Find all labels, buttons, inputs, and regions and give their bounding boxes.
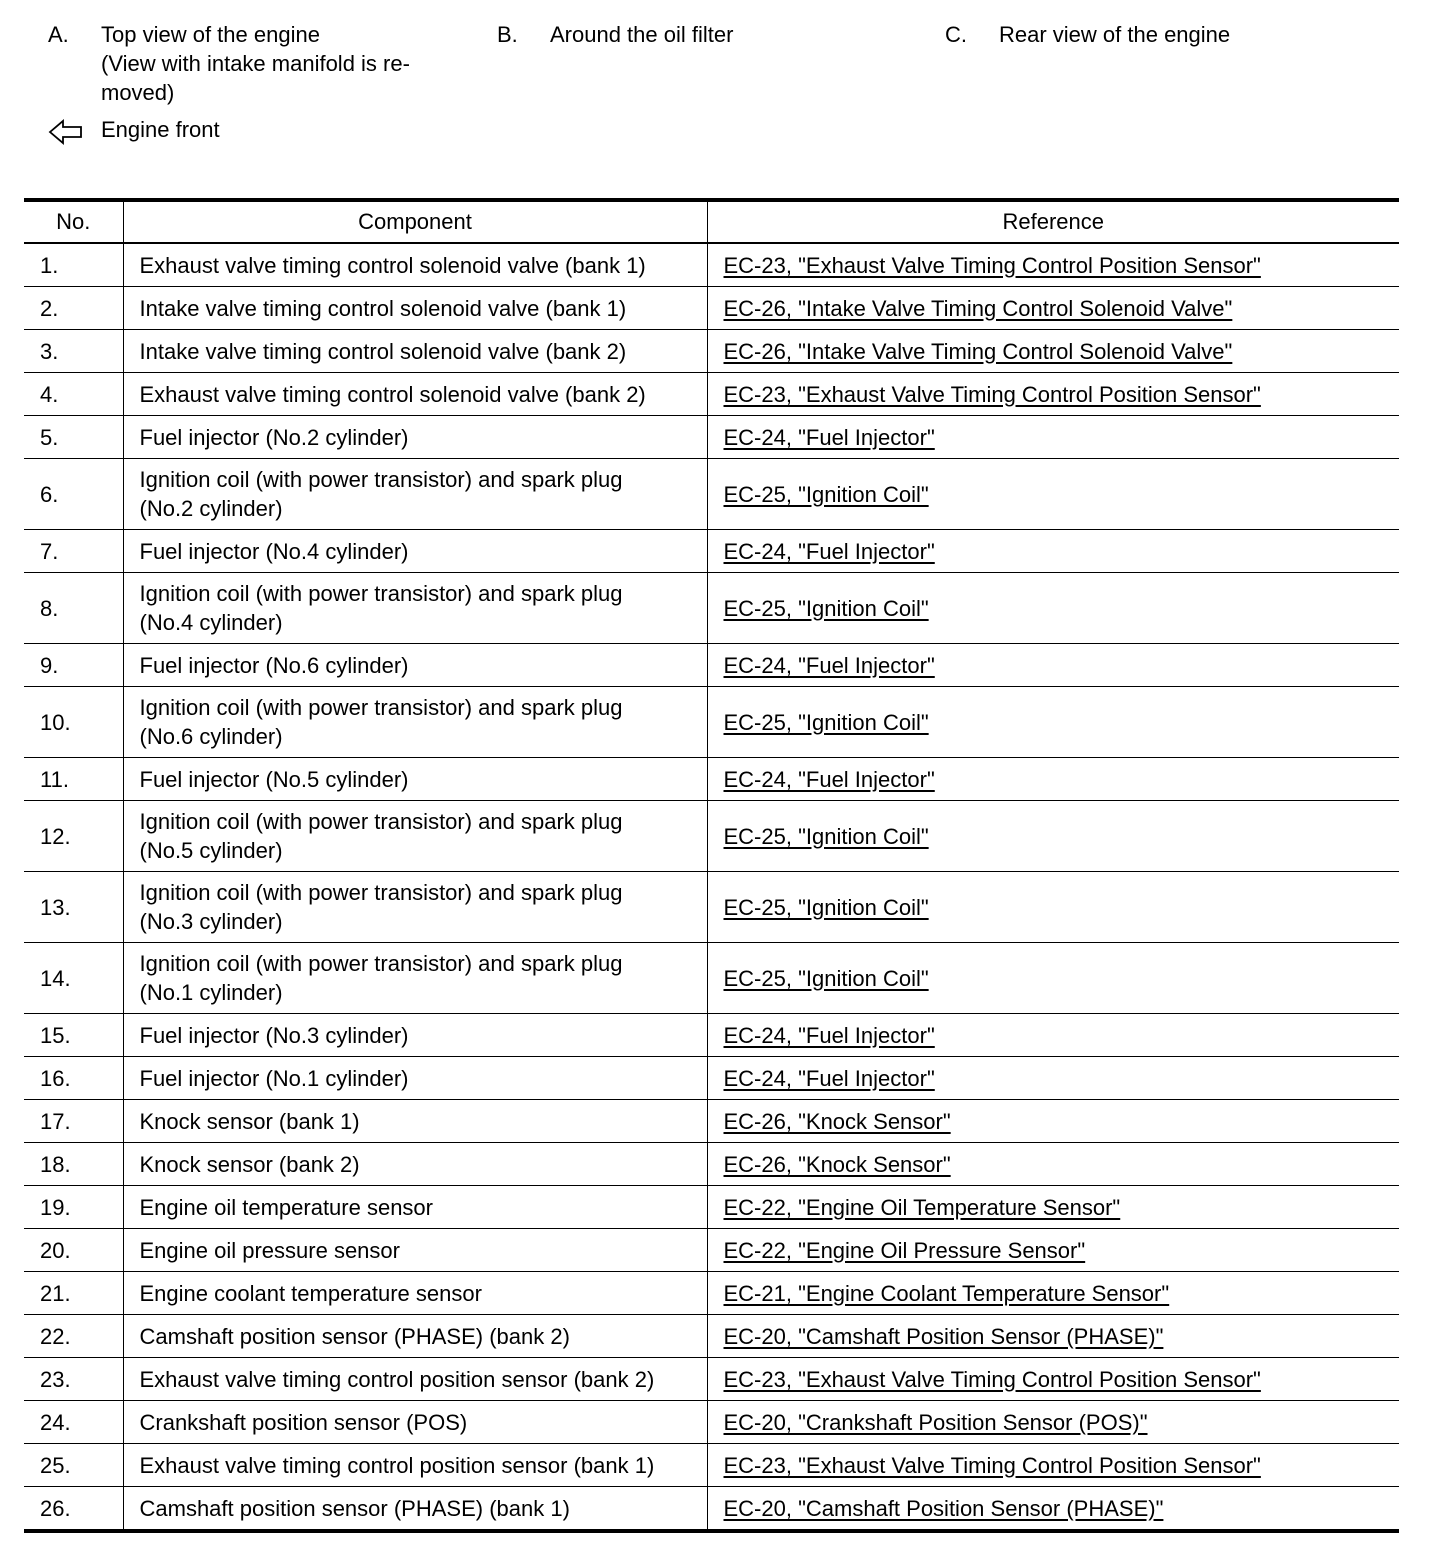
reference-link[interactable]: EC-22, "Engine Oil Pressure Sensor" — [723, 1237, 1086, 1263]
table-row — [24, 943, 1399, 1014]
reference-link[interactable]: EC-21, "Engine Coolant Temperature Sensor" — [723, 1280, 1170, 1306]
legend — [0, 0, 1440, 190]
row-reference-cell — [707, 1315, 1399, 1358]
table-row — [24, 373, 1399, 416]
table-row — [24, 1100, 1399, 1143]
table-row — [24, 758, 1399, 801]
reference-link[interactable]: EC-20, "Camshaft Position Sensor (PHASE)" — [723, 1323, 1164, 1349]
table-row — [24, 330, 1399, 373]
row-reference-cell — [707, 1057, 1399, 1100]
reference-link[interactable]: EC-25, "Ignition Coil" — [723, 823, 929, 849]
row-component: Exhaust valve timing control position sensor (bank 1) — [123, 1444, 707, 1487]
row-component: Ignition coil (with power transistor) and spark plug (No.1 cylinder) — [123, 943, 707, 1014]
arrow-left-icon — [48, 118, 84, 146]
reference-link[interactable]: EC-26, "Knock Sensor" — [723, 1151, 951, 1177]
row-reference-cell — [707, 373, 1399, 416]
row-reference-cell — [707, 1143, 1399, 1186]
row-number: 19. — [40, 1194, 71, 1220]
reference-link[interactable]: EC-24, "Fuel Injector" — [723, 766, 935, 792]
table-row — [24, 243, 1399, 287]
row-number: 15. — [40, 1022, 71, 1048]
reference-link[interactable]: EC-24, "Fuel Injector" — [723, 424, 935, 450]
table-row — [24, 287, 1399, 330]
row-reference-cell — [707, 1444, 1399, 1487]
reference-link[interactable]: EC-23, "Exhaust Valve Timing Control Position Sensor" — [723, 1366, 1261, 1392]
row-component: Fuel injector (No.6 cylinder) — [123, 644, 707, 687]
table-row — [24, 459, 1399, 530]
reference-link[interactable]: EC-25, "Ignition Coil" — [723, 894, 929, 920]
row-component: Ignition coil (with power transistor) and spark plug (No.2 cylinder) — [123, 459, 707, 530]
reference-link[interactable]: EC-24, "Fuel Injector" — [723, 652, 935, 678]
reference-link[interactable]: EC-26, "Intake Valve Timing Control Solenoid Valve" — [723, 338, 1233, 364]
table-header-row — [24, 200, 1399, 243]
row-component: Camshaft position sensor (PHASE) (bank 1) — [123, 1487, 707, 1532]
legend-letter-a: A. — [48, 22, 69, 47]
reference-link[interactable]: EC-26, "Intake Valve Timing Control Solenoid Valve" — [723, 295, 1233, 321]
row-component: Camshaft position sensor (PHASE) (bank 2) — [123, 1315, 707, 1358]
row-component: Ignition coil (with power transistor) and spark plug (No.3 cylinder) — [123, 872, 707, 943]
table-row — [24, 644, 1399, 687]
row-component: Ignition coil (with power transistor) and spark plug (No.4 cylinder) — [123, 573, 707, 644]
table-row — [24, 801, 1399, 872]
row-number: 5. — [40, 424, 59, 450]
legend-item-engine-front — [48, 115, 448, 149]
row-number: 23. — [40, 1366, 71, 1392]
row-component: Fuel injector (No.3 cylinder) — [123, 1014, 707, 1057]
row-number: 2. — [40, 295, 59, 321]
row-component: Knock sensor (bank 2) — [123, 1143, 707, 1186]
table-row — [24, 1229, 1399, 1272]
row-reference-cell — [707, 1401, 1399, 1444]
reference-link[interactable]: EC-24, "Fuel Injector" — [723, 538, 935, 564]
row-component: Ignition coil (with power transistor) and spark plug (No.5 cylinder) — [123, 801, 707, 872]
row-reference-cell — [707, 459, 1399, 530]
table-row — [24, 416, 1399, 459]
row-number: 20. — [40, 1237, 71, 1263]
legend-text-b: Around the oil filter — [550, 22, 734, 47]
row-number: 16. — [40, 1065, 71, 1091]
row-component: Knock sensor (bank 1) — [123, 1100, 707, 1143]
row-component: Fuel injector (No.4 cylinder) — [123, 530, 707, 573]
header-reference: Reference — [707, 200, 1399, 243]
row-reference-cell — [707, 943, 1399, 1014]
row-reference-cell — [707, 872, 1399, 943]
reference-link[interactable]: EC-23, "Exhaust Valve Timing Control Position Sensor" — [723, 252, 1261, 278]
reference-link[interactable]: EC-26, "Knock Sensor" — [723, 1108, 951, 1134]
reference-link[interactable]: EC-23, "Exhaust Valve Timing Control Position Sensor" — [723, 381, 1261, 407]
row-number: 3. — [40, 338, 59, 364]
row-reference-cell — [707, 1272, 1399, 1315]
table-row — [24, 1272, 1399, 1315]
row-number: 21. — [40, 1280, 71, 1306]
row-component: Fuel injector (No.1 cylinder) — [123, 1057, 707, 1100]
reference-link[interactable]: EC-20, "Crankshaft Position Sensor (POS)" — [723, 1409, 1148, 1435]
table-row — [24, 872, 1399, 943]
row-number: 17. — [40, 1108, 71, 1134]
row-component: Intake valve timing control solenoid valve (bank 2) — [123, 330, 707, 373]
reference-link[interactable]: EC-24, "Fuel Injector" — [723, 1065, 935, 1091]
reference-link[interactable]: EC-25, "Ignition Coil" — [723, 709, 929, 735]
row-number: 18. — [40, 1151, 71, 1177]
row-component: Exhaust valve timing control solenoid valve (bank 1) — [123, 243, 707, 287]
table-row — [24, 530, 1399, 573]
reference-link[interactable]: EC-24, "Fuel Injector" — [723, 1022, 935, 1048]
legend-text-c: Rear view of the engine — [999, 22, 1231, 47]
legend-text-a: Top view of the engine (View with intake manifold is re- moved) — [101, 22, 410, 105]
row-number: 24. — [40, 1409, 71, 1435]
table-row — [24, 1143, 1399, 1186]
row-number: 7. — [40, 538, 59, 564]
row-reference-cell — [707, 530, 1399, 573]
reference-link[interactable]: EC-25, "Ignition Coil" — [723, 595, 929, 621]
row-reference-cell — [707, 573, 1399, 644]
row-reference-cell — [707, 1358, 1399, 1401]
row-reference-cell — [707, 1014, 1399, 1057]
legend-letter-b: B. — [497, 22, 518, 47]
row-number: 10. — [40, 709, 71, 735]
table-row — [24, 573, 1399, 644]
table-row — [24, 687, 1399, 758]
row-number: 11. — [40, 766, 69, 792]
row-reference-cell — [707, 1487, 1399, 1532]
header-component: Component — [123, 200, 707, 243]
header-no: No. — [56, 209, 91, 234]
row-number: 14. — [40, 965, 71, 991]
row-number: 1. — [40, 252, 59, 278]
row-reference-cell — [707, 1229, 1399, 1272]
row-number: 8. — [40, 595, 59, 621]
row-component: Engine oil pressure sensor — [123, 1229, 707, 1272]
component-table — [24, 198, 1399, 1533]
row-component: Fuel injector (No.5 cylinder) — [123, 758, 707, 801]
row-component: Ignition coil (with power transistor) and spark plug (No.6 cylinder) — [123, 687, 707, 758]
row-component: Exhaust valve timing control position sensor (bank 2) — [123, 1358, 707, 1401]
table-row — [24, 1186, 1399, 1229]
row-reference-cell — [707, 644, 1399, 687]
row-reference-cell — [707, 287, 1399, 330]
row-reference-cell — [707, 243, 1399, 287]
table-row — [24, 1014, 1399, 1057]
row-number: 6. — [40, 481, 59, 507]
row-component: Engine oil temperature sensor — [123, 1186, 707, 1229]
row-reference-cell — [707, 758, 1399, 801]
reference-link[interactable]: EC-25, "Ignition Coil" — [723, 965, 929, 991]
table-row — [24, 1315, 1399, 1358]
legend-letter-c: C. — [945, 22, 967, 47]
row-number: 25. — [40, 1452, 71, 1478]
table-row — [24, 1057, 1399, 1100]
row-number: 12. — [40, 823, 71, 849]
reference-link[interactable]: EC-22, "Engine Oil Temperature Sensor" — [723, 1194, 1121, 1220]
reference-link[interactable]: EC-25, "Ignition Coil" — [723, 481, 929, 507]
legend-text-engine-front: Engine front — [101, 117, 220, 142]
table-row — [24, 1401, 1399, 1444]
row-number: 26. — [40, 1495, 71, 1521]
row-reference-cell — [707, 687, 1399, 758]
row-component: Engine coolant temperature sensor — [123, 1272, 707, 1315]
row-number: 4. — [40, 381, 59, 407]
reference-link[interactable]: EC-20, "Camshaft Position Sensor (PHASE)" — [723, 1495, 1164, 1521]
row-number: 9. — [40, 652, 59, 678]
row-reference-cell — [707, 801, 1399, 872]
row-reference-cell — [707, 1100, 1399, 1143]
row-reference-cell — [707, 330, 1399, 373]
table-body — [24, 243, 1399, 1531]
table-row — [24, 1358, 1399, 1401]
table-row — [24, 1444, 1399, 1487]
row-component: Fuel injector (No.2 cylinder) — [123, 416, 707, 459]
row-reference-cell — [707, 1186, 1399, 1229]
row-component: Crankshaft position sensor (POS) — [123, 1401, 707, 1444]
row-component: Exhaust valve timing control solenoid valve (bank 2) — [123, 373, 707, 416]
row-component: Intake valve timing control solenoid valve (bank 1) — [123, 287, 707, 330]
reference-link[interactable]: EC-23, "Exhaust Valve Timing Control Position Sensor" — [723, 1452, 1261, 1478]
table-row — [24, 1487, 1399, 1532]
row-reference-cell — [707, 416, 1399, 459]
row-number: 22. — [40, 1323, 71, 1349]
row-number: 13. — [40, 894, 71, 920]
